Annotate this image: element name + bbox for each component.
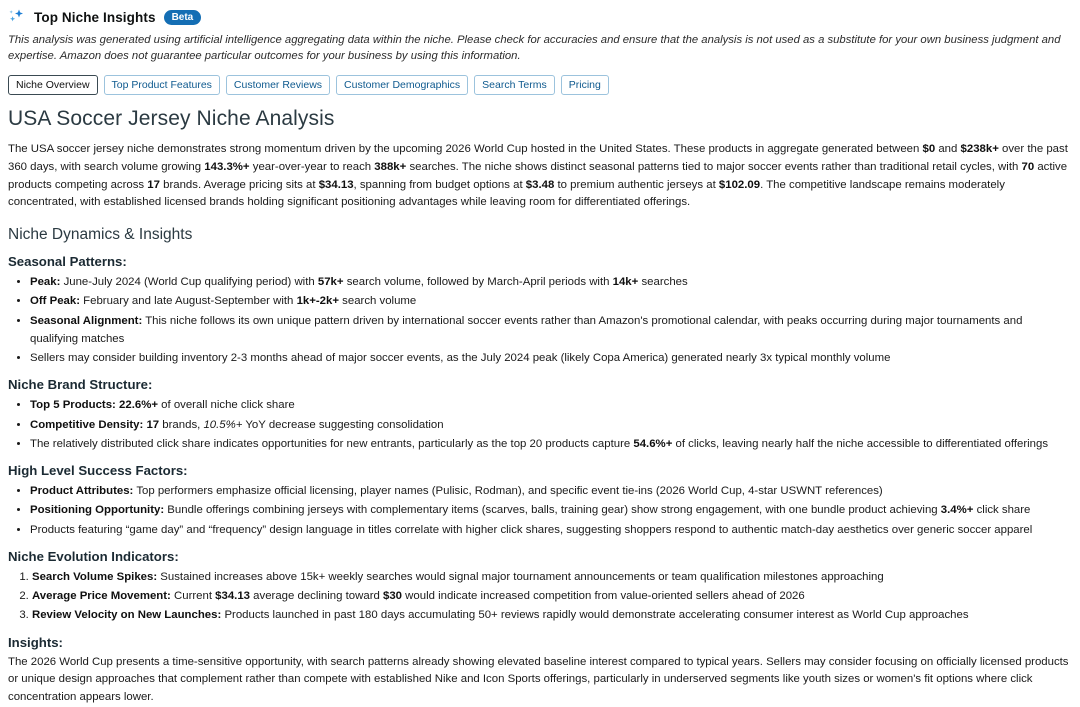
bullet-text-a: The relatively distributed click share indicates opportunities for new entrants, particularly as the top 20 products capture [30, 437, 634, 450]
bullet-text-b: average declining toward [250, 590, 383, 603]
bullet-text-a: This niche follows its own unique pattern driven by international soccer events rather than Amazon's promotional calendar, with peaks occurring during major tournaments and qualifying matches [30, 314, 1023, 345]
metric-brand-count: 17 [147, 178, 160, 191]
tab-search-terms[interactable]: Search Terms [474, 75, 555, 96]
bullet-value-1: 57k+ [317, 276, 344, 289]
bullet-value-2: 14k+ [612, 276, 639, 289]
bullet-text-b: of overall niche click share [157, 399, 295, 412]
summary-text-8: , spanning from budget options at [353, 178, 526, 191]
list-item [30, 435, 1072, 453]
seasonal-patterns-list [8, 273, 1072, 367]
list-item [30, 501, 1072, 519]
page-header [8, 6, 1072, 32]
bullet-lead: Peak: [30, 276, 61, 289]
bullet-text-a: Bundle offerings combining jerseys with complementary items (scarves, balls, training gear) show strong engagement, with one bundle product achieving [164, 504, 941, 517]
bullet-lead: Review Velocity on New Launches: [32, 609, 222, 622]
insights-paragraph: The 2026 World Cup presents a time-sensitive opportunity, with search patterns already showing elevated baseline interest compared to typical years. Sellers may consider focusing on officially licensed products or unique design approaches that complement rather than compete with established Nike and Icon Sports offerings, particularly in underserved segments like youth sizes or women's fit options where click concentration appears lower. [8, 655, 1069, 703]
metric-max-price: $102.09 [718, 178, 761, 191]
subsection-evolution-indicators: Niche Evolution Indicators: [8, 548, 179, 564]
bullet-text-b: search volume [339, 295, 417, 308]
bullet-text-a: Sustained increases above 15k+ weekly searches would signal major tournament announcements or team qualification milestones approaching [157, 570, 884, 583]
summary-text-3: over the past 360 days, with search volume growing [8, 143, 1068, 174]
bullet-text-b: of clicks, leaving nearly half the niche accessible to differentiated offerings [672, 437, 1049, 450]
bullet-text-a: June-July 2024 (World Cup qualifying period) with [60, 276, 318, 289]
bullet-text-b: click share [973, 504, 1031, 517]
summary-text-6: active products competing across [8, 161, 1068, 191]
summary-text-1: The USA soccer jersey niche demonstrates strong momentum driven by the upcoming 2026 World Cup hosted in the United States. These products in aggregate generated between [8, 143, 923, 156]
subsection-insights: Insights: [8, 634, 63, 650]
bullet-text-a: Top performers emphasize official licensing, player names (Pulisic, Rodman), and specific event tie-ins (2026 World Cup, 4-star USWNT references) [133, 485, 883, 498]
bullet-value-1: 3.4%+ [940, 504, 974, 517]
bullet-text-b: brands, [159, 418, 204, 431]
bullet-value-1: 54.6%+ [633, 437, 673, 450]
list-item [32, 587, 1072, 605]
bullet-value-2: $30 [383, 590, 403, 603]
summary-text-4: year-over-year to reach [249, 161, 375, 174]
bullet-value-emphasis: 10.5%+ [203, 418, 243, 431]
sparkle-icon [8, 8, 26, 26]
success-factors-list [8, 482, 1072, 539]
metric-active-products: 70 [1021, 161, 1035, 174]
bullet-lead: Positioning Opportunity: [30, 504, 165, 517]
tab-top-product-features[interactable]: Top Product Features [104, 75, 220, 96]
subsection-success-factors: High Level Success Factors: [8, 463, 188, 479]
page-title: Top Niche Insights [34, 9, 156, 25]
list-item [30, 349, 1072, 367]
list-item [32, 606, 1072, 624]
tab-pricing[interactable]: Pricing [561, 75, 609, 96]
summary-text-2: and [935, 143, 961, 156]
metric-search-volume: 388k+ [374, 161, 407, 174]
tab-customer-demographics[interactable]: Customer Demographics [336, 75, 468, 96]
tab-niche-overview[interactable]: Niche Overview [8, 75, 98, 96]
bullet-lead: Competitive Density: [30, 418, 144, 431]
bullet-lead: Average Price Movement: [32, 590, 171, 603]
list-item [30, 273, 1072, 291]
tab-customer-reviews[interactable]: Customer Reviews [226, 75, 330, 96]
bullet-value-1: 17 [146, 418, 160, 431]
brand-structure-list [8, 396, 1072, 453]
subsection-seasonal-patterns: Seasonal Patterns: [8, 254, 127, 270]
summary-text-7: brands. Average pricing sits at [159, 178, 319, 191]
list-item [30, 416, 1072, 434]
bullet-text-c: YoY decrease suggesting consolidation [242, 418, 444, 431]
bullet-text-a: Current [170, 590, 216, 603]
bullet-text-a: Products featuring “game day” and “frequency” design language in titles correlate with higher click shares, suggesting shoppers respond to authentic match-day aesthetics over generic soccer apparel [30, 523, 1033, 536]
list-item [30, 482, 1072, 500]
metric-min-price: $3.48 [525, 178, 555, 191]
bullet-value-1: 22.6%+ [119, 399, 158, 412]
summary-text-9: to premium authentic jerseys at [554, 178, 719, 191]
bullet-lead: Seasonal Alignment: [30, 314, 143, 327]
list-item [30, 521, 1072, 539]
bullet-text-b: search volume, followed by March-April periods with [343, 276, 613, 289]
bullet-text-c: would indicate increased competition from value-oriented sellers ahead of 2026 [402, 590, 805, 603]
bullet-value-1: $34.13 [215, 590, 251, 603]
bullet-lead: Product Attributes: [30, 485, 134, 498]
list-item [30, 292, 1072, 310]
bullet-lead: Top 5 Products: [30, 399, 116, 412]
list-item [30, 396, 1072, 414]
tab-bar [8, 75, 1072, 96]
metric-revenue-high: $238k+ [960, 143, 999, 156]
metric-average-price: $34.13 [318, 178, 354, 191]
bullet-text-a: Products launched in past 180 days accumulating 50+ reviews rapidly would demonstrate accelerating consumer interest as World Cup approaches [221, 609, 969, 622]
list-item [30, 312, 1072, 349]
disclaimer-text: This analysis was generated using artificial intelligence aggregating data within the niche. Please check for accuracies and ensure that the analysis is not used as a substitute for your own business judgment and expertise. Amazon does not guarantee particular outcomes for your business by using this information. [8, 34, 1061, 63]
bullet-value-1: 1k+-2k+ [296, 295, 339, 308]
bullet-text-a: Sellers may consider building inventory 2-3 months ahead of major soccer events, as the July 2024 peak (likely Copa America) generated nearly 3x typical monthly volume [30, 352, 891, 365]
bullet-text-c: searches [638, 276, 688, 289]
subsection-brand-structure: Niche Brand Structure: [8, 377, 153, 393]
metric-revenue-low: $0 [922, 143, 936, 156]
evolution-indicators-list [8, 568, 1072, 625]
summary-text-5: searches. The niche shows distinct seasonal patterns tied to major soccer events rather than traditional retail cycles, with [406, 161, 1022, 174]
bullet-lead: Search Volume Spikes: [32, 570, 158, 583]
metric-search-growth: 143.3%+ [204, 161, 250, 174]
summary-text-10: . The competitive landscape remains moderately concentrated, with established licensed brands holding significant positioning advantages while leaving room for differentiated offerings. [8, 178, 1005, 209]
list-item [32, 568, 1072, 586]
summary-paragraph [8, 141, 1072, 212]
section-title-dynamics: Niche Dynamics & Insights [8, 226, 193, 244]
analysis-title: USA Soccer Jersey Niche Analysis [8, 107, 335, 131]
bullet-text-a: February and late August-September with [80, 295, 297, 308]
beta-badge: Beta [164, 10, 202, 25]
bullet-lead: Off Peak: [30, 295, 81, 308]
